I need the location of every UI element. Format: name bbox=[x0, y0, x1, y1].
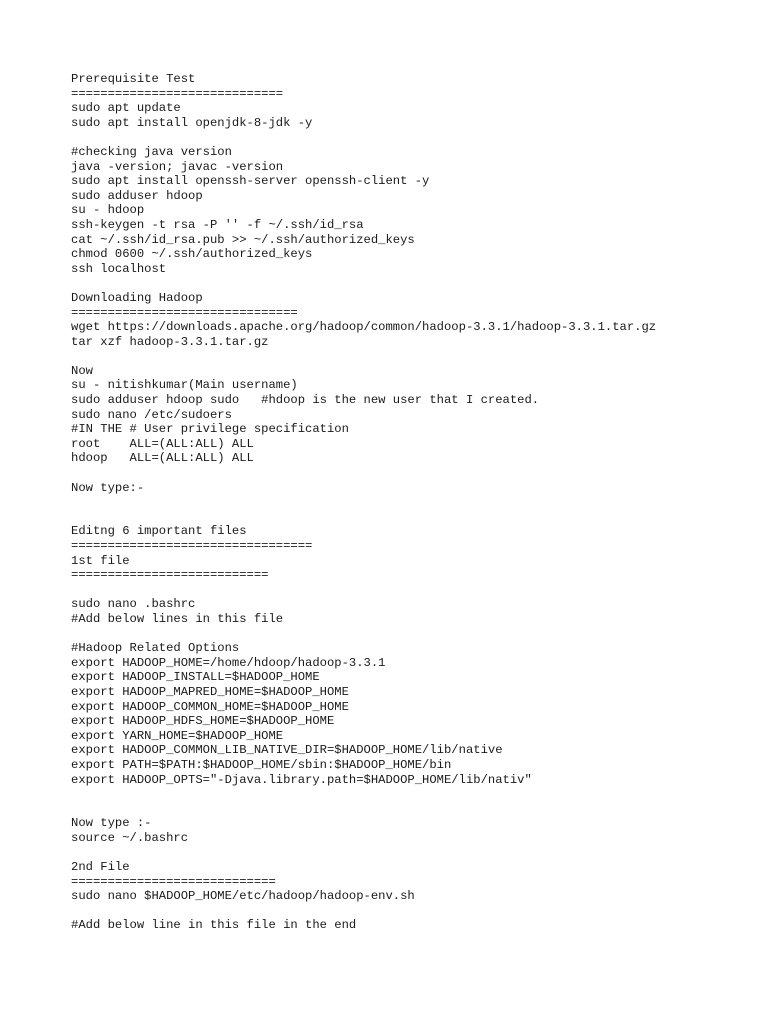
document-line: ssh-keygen -t rsa -P '' -f ~/.ssh/id_rsa bbox=[71, 217, 364, 232]
document-line: export YARN_HOME=$HADOOP_HOME bbox=[71, 728, 284, 743]
document-line: cat ~/.ssh/id_rsa.pub >> ~/.ssh/authorized_keys bbox=[71, 232, 415, 247]
document-line: ssh localhost bbox=[71, 261, 167, 276]
document-line: ============================ bbox=[71, 874, 276, 889]
document-line: #Add below lines in this file bbox=[71, 611, 284, 626]
document-line: 1st file bbox=[71, 553, 130, 568]
document-line: Prerequisite Test bbox=[71, 72, 196, 86]
document-line: wget https://downloads.apache.org/hadoop/common/hadoop-3.3.1/hadoop-3.3.1.tar.gz bbox=[71, 320, 657, 335]
document-line bbox=[71, 802, 761, 817]
document-line: export HADOOP_MAPRED_HOME=$HADOOP_HOME bbox=[71, 684, 349, 699]
document-line: export HADOOP_COMMON_LIB_NATIVE_DIR=$HADOOP_HOME/lib/native bbox=[71, 743, 503, 758]
document-line: sudo apt update bbox=[71, 101, 181, 116]
document-line bbox=[71, 904, 761, 919]
document-line: sudo nano /etc/sudoers bbox=[71, 407, 232, 422]
document-line: export HADOOP_COMMON_HOME=$HADOOP_HOME bbox=[71, 699, 349, 714]
document-line bbox=[71, 466, 761, 481]
document-line bbox=[71, 845, 761, 860]
document-line: sudo apt install openjdk-8-jdk -y bbox=[71, 115, 313, 130]
document-line: #checking java version bbox=[71, 144, 232, 159]
document-line: 2nd File bbox=[71, 860, 130, 875]
document-line: source ~/.bashrc bbox=[71, 830, 189, 845]
document-line: #IN THE # User privilege specification bbox=[71, 422, 349, 437]
document-line: Now bbox=[71, 363, 93, 378]
document-line: sudo adduser hdoop sudo #hdoop is the new user that I created. bbox=[71, 393, 540, 408]
document-line: ================================= bbox=[71, 539, 313, 553]
document-line bbox=[71, 583, 761, 598]
document-line: =========================== bbox=[71, 568, 269, 583]
document-line bbox=[71, 276, 761, 291]
document-line: tar xzf hadoop-3.3.1.tar.gz bbox=[71, 334, 269, 349]
document-line bbox=[71, 495, 761, 510]
document-line: sudo nano .bashrc bbox=[71, 597, 196, 612]
document-line: chmod 0600 ~/.ssh/authorized_keys bbox=[71, 247, 313, 262]
document-line: #Add below line in this file in the end bbox=[71, 918, 357, 933]
document-line: sudo adduser hdoop bbox=[71, 188, 203, 203]
document-line bbox=[71, 510, 761, 525]
document-line: export HADOOP_OPTS="-Djava.library.path=$HADOOP_HOME/lib/nativ" bbox=[71, 772, 532, 787]
document-line: hdoop ALL=(ALL:ALL) ALL bbox=[71, 451, 254, 466]
document-line: Downloading Hadoop bbox=[71, 290, 203, 305]
document-line: #Hadoop Related Options bbox=[71, 641, 240, 656]
document-line: export PATH=$PATH:$HADOOP_HOME/sbin:$HADOOP_HOME/bin bbox=[71, 757, 452, 772]
document-line: export HADOOP_INSTALL=$HADOOP_HOME bbox=[71, 670, 320, 685]
document-line: sudo nano $HADOOP_HOME/etc/hadoop/hadoop-env.sh bbox=[71, 889, 415, 904]
document-line bbox=[71, 130, 761, 145]
document-text bbox=[71, 72, 761, 933]
document-line bbox=[71, 627, 761, 642]
document-line: sudo apt install openssh-server openssh-client -y bbox=[71, 174, 430, 189]
document-line: ============================= bbox=[71, 86, 284, 101]
document-line: su - hdoop bbox=[71, 203, 145, 218]
document-line: Now type:- bbox=[71, 480, 145, 495]
document-line: =============================== bbox=[71, 305, 298, 320]
document-line bbox=[71, 349, 761, 364]
document-line: export HADOOP_HOME=/home/hdoop/hadoop-3.3.1 bbox=[71, 655, 386, 670]
document-line: java -version; javac -version bbox=[71, 159, 284, 174]
document-line: Editng 6 important files bbox=[71, 524, 247, 539]
document-line bbox=[71, 787, 761, 802]
document-line: root ALL=(ALL:ALL) ALL bbox=[71, 436, 254, 451]
document-line: export HADOOP_HDFS_HOME=$HADOOP_HOME bbox=[71, 714, 335, 729]
document-line: Now type :- bbox=[71, 816, 152, 831]
document-line: su - nitishkumar(Main username) bbox=[71, 378, 298, 393]
